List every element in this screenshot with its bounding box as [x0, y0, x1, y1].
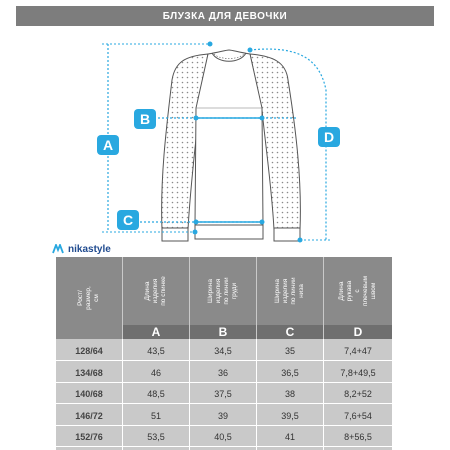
value-cell: 36 — [217, 367, 228, 378]
divider — [256, 339, 257, 450]
value-cell: 8,2+52 — [344, 389, 372, 399]
brand-name: nikastyle — [68, 243, 111, 255]
value-cell: 53,5 — [147, 432, 165, 442]
left-cuff — [162, 228, 188, 241]
value-cell: 7,6+54 — [344, 410, 372, 421]
col-header-label — [144, 275, 168, 308]
value-cell: 39 — [217, 410, 228, 421]
nikastyle-logo-icon — [52, 244, 64, 254]
value-cell: 39,5 — [281, 410, 299, 421]
value-cell: 7,8+49,5 — [340, 367, 376, 378]
col-letter-a: A — [123, 325, 189, 339]
size-cell: 152/76 — [75, 432, 103, 442]
brand-logo — [52, 242, 111, 256]
col-header-text: Ширина изделия по линии низа — [274, 277, 305, 306]
col-letter-b: B — [190, 325, 256, 339]
col-header-d — [324, 257, 392, 339]
value-cell: 43,5 — [147, 346, 165, 356]
divider — [323, 339, 324, 450]
measure-c-label: C — [117, 210, 139, 230]
divider — [189, 339, 190, 450]
value-cell: 46 — [150, 367, 161, 378]
divider — [122, 339, 123, 450]
col-header-text: Длина изделия по спинке — [144, 276, 167, 307]
col-header-text: Ширина изделия по линии груди — [207, 277, 238, 306]
right-cuff — [274, 228, 300, 241]
col-header-label — [338, 274, 378, 308]
garment-diagram — [0, 26, 450, 252]
value-cell: 7,4+47 — [344, 346, 372, 356]
col-header-text: Рост/ размер, см — [77, 286, 100, 310]
value-cell: 41 — [284, 432, 295, 442]
measure-b-label: B — [134, 109, 156, 129]
measure-a-label: A — [97, 135, 119, 155]
col-header-a — [123, 257, 189, 339]
size-cell: 146/72 — [75, 410, 103, 421]
table-row — [56, 384, 392, 404]
page-title: БЛУЗКА ДЛЯ ДЕВОЧКИ — [16, 6, 434, 26]
table-row — [56, 427, 392, 447]
value-cell: 40,5 — [214, 432, 232, 442]
size-cell: 134/68 — [75, 367, 103, 378]
col-header-b — [190, 257, 256, 339]
bottom-band — [195, 225, 263, 239]
size-cell: 140/68 — [75, 389, 103, 399]
value-cell: 35 — [284, 346, 295, 356]
table-row — [56, 406, 392, 426]
col-header-c — [257, 257, 323, 339]
col-header-text: Длина рукава с плечевым швом — [338, 276, 377, 307]
value-cell: 51 — [150, 410, 161, 421]
value-cell: 38 — [284, 389, 295, 399]
col-header-size — [56, 257, 122, 339]
col-letter-d: D — [324, 325, 392, 339]
value-cell: 36,5 — [281, 367, 299, 378]
value-cell: 48,5 — [147, 389, 165, 399]
col-header-label — [207, 275, 239, 308]
table-row — [56, 341, 392, 361]
col-letter-c: C — [257, 325, 323, 339]
value-cell: 8+56,5 — [344, 432, 372, 442]
table-row — [56, 363, 392, 383]
col-header-label — [77, 282, 101, 315]
garment-body — [195, 50, 263, 225]
table-header — [56, 257, 392, 339]
measure-d-label: D — [318, 127, 340, 147]
col-header-label — [274, 275, 306, 308]
size-cell: 128/64 — [75, 346, 103, 356]
value-cell: 34,5 — [214, 346, 232, 356]
value-cell: 37,5 — [214, 389, 232, 399]
